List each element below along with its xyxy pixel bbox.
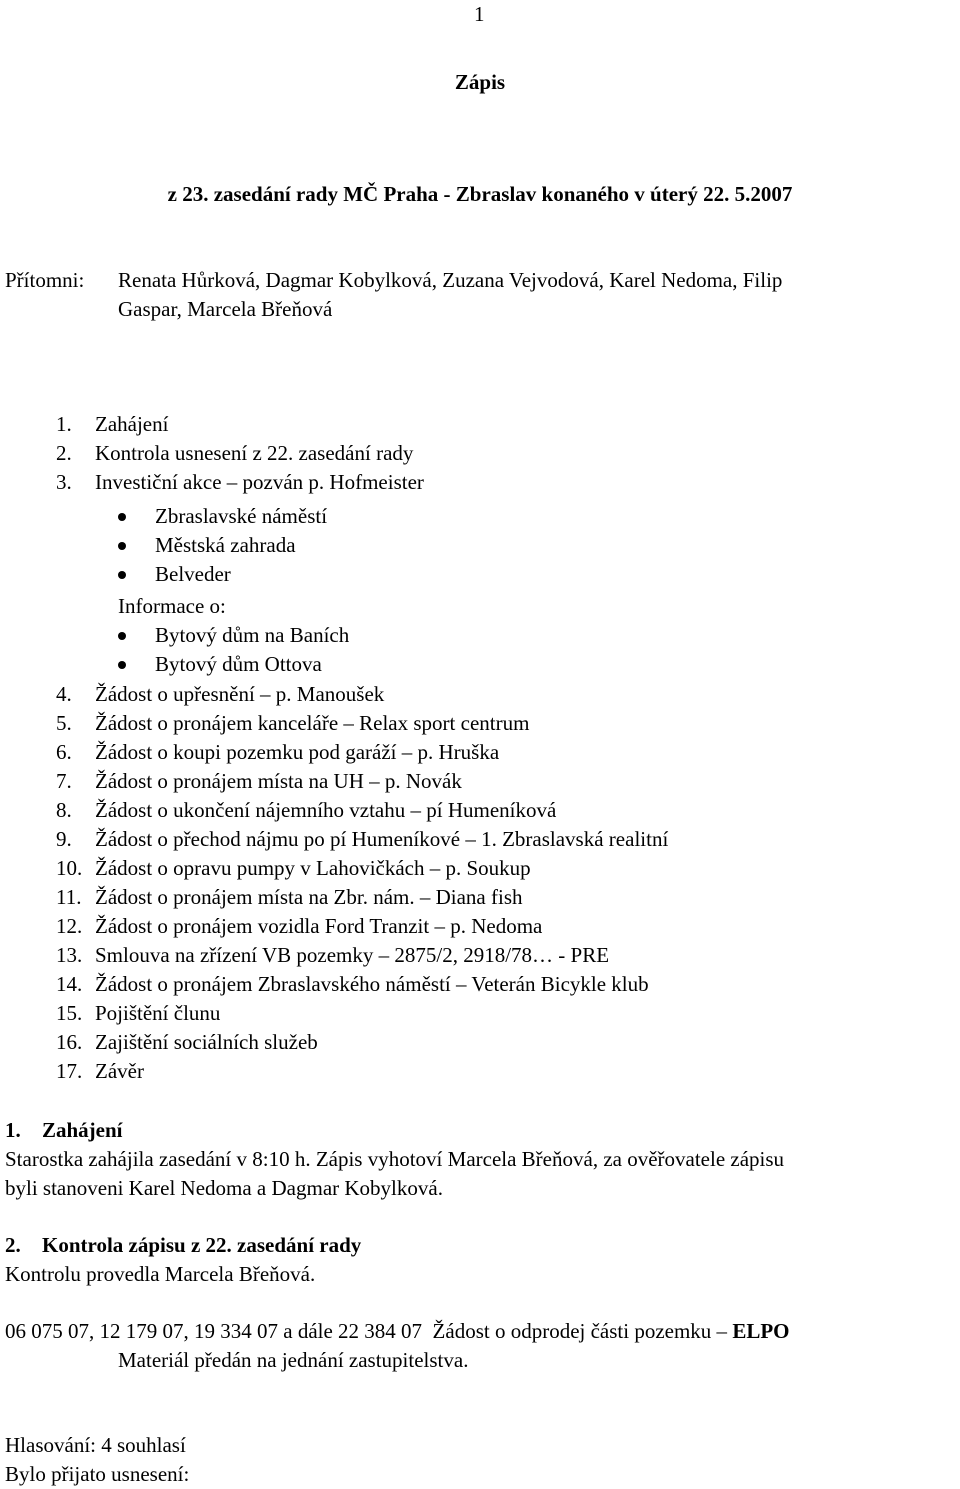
agenda-item [56,767,462,796]
investment-bullet: Zbraslavské náměstí [155,504,328,528]
elpo-item-line [5,1317,790,1346]
document-subtitle: z 23. zasedání rady MČ Praha - Zbraslav konaného v úterý 22. 5.2007 [167,182,793,206]
agenda-item-number: 4. [56,682,72,706]
agenda-item [56,709,529,738]
section-1-heading [5,1116,123,1145]
attendees-line-2: Gaspar, Marcela Břeňová [118,297,333,321]
elpo-request: Žádost o odprodej části pozemku – [432,1319,728,1343]
section-1-text-line-1: Starostka zahájila zasedání v 8:10 h. Zápis vyhotoví Marcela Břeňová, za ověřovatele zápisu [5,1147,785,1171]
agenda-item-number: 13. [56,943,83,967]
agenda-item-text: Žádost o pronájem kanceláře – Relax sport centrum [95,711,530,735]
agenda-item-text: Žádost o pronájem místa na UH – p. Novák [95,769,462,793]
document-title: Zápis [454,70,506,94]
agenda-item-text: Smlouva na zřízení VB pozemky – 2875/2, 2918/78… - PRE [95,943,610,967]
bullet-icon [118,632,126,640]
elpo-note: Materiál předán na jednání zastupitelstva. [118,1348,469,1372]
attendees-label: Přítomni: [5,268,85,292]
bullet-icon [118,571,126,579]
agenda-item [56,1028,318,1057]
investment-bullet: Městská zahrada [155,533,296,557]
section-2-heading [5,1231,361,1260]
section-2-title: Kontrola zápisu z 22. zasedání rady [42,1233,362,1257]
vote-result: Hlasování: 4 souhlasí [5,1433,186,1457]
agenda-item-text: Žádost o pronájem Zbraslavského náměstí – Veterán Bicykle klub [95,972,649,996]
agenda-item-number: 15. [56,1001,83,1025]
agenda-item-text: Zajištění sociálních služeb [95,1030,318,1054]
agenda-item [56,970,649,999]
agenda-item-number: 6. [56,740,72,764]
info-bullet: Bytový dům Ottova [155,652,322,676]
agenda-item-text: Žádost o opravu pumpy v Lahovičkách – p. Soukup [95,856,531,880]
agenda-item-text: Závěr [95,1059,144,1083]
agenda-item [56,825,668,854]
agenda-item [56,883,523,912]
agenda-item-number: 16. [56,1030,83,1054]
agenda-item-number: 11. [56,885,82,909]
agenda-item-number: 7. [56,769,72,793]
section-2-number: 2. [5,1233,21,1257]
section-1-number: 1. [5,1118,21,1142]
info-bullet: Bytový dům na Baních [155,623,350,647]
agenda-item-text: Pojištění člunu [95,1001,221,1025]
agenda-item [56,468,424,497]
agenda-item-number: 3. [56,470,72,494]
investment-bullet: Belveder [155,562,231,586]
agenda-item-text: Kontrola usnesení z 22. zasedání rady [95,441,414,465]
agenda-item [56,738,499,767]
agenda-item [56,941,609,970]
section-1-text-line-2: byli stanoveni Karel Nedoma a Dagmar Kobylková. [5,1176,443,1200]
bullet-icon [118,661,126,669]
agenda-item-number: 8. [56,798,72,822]
agenda-item-number: 9. [56,827,72,851]
page-number: 1 [474,2,485,26]
agenda-item-number: 1. [56,412,72,436]
agenda-item-number: 5. [56,711,72,735]
agenda-item [56,439,413,468]
attendees-line-1: Renata Hůrková, Dagmar Kobylková, Zuzana Vejvodová, Karel Nedoma, Filip [118,268,783,292]
agenda-item-number: 10. [56,856,83,880]
agenda-item-text: Žádost o pronájem vozidla Ford Tranzit – p. Nedoma [95,914,543,938]
agenda-item [56,999,220,1028]
info-label: Informace o: [118,594,226,618]
agenda-item-number: 14. [56,972,83,996]
section-1-title: Zahájení [42,1118,123,1142]
agenda-item-text: Žádost o koupi pozemku pod garáží – p. Hruška [95,740,500,764]
agenda-item-text: Investiční akce – pozván p. Hofmeister [95,470,424,494]
elpo-party: ELPO [732,1319,790,1343]
agenda-item [56,680,384,709]
agenda-item [56,854,531,883]
agenda-item-number: 2. [56,441,72,465]
agenda-item-text: Žádost o ukončení nájemního vztahu – pí Humeníková [95,798,557,822]
agenda-item-number: 17. [56,1059,83,1083]
agenda-item [56,912,542,941]
agenda-item-text: Žádost o pronájem místa na Zbr. nám. – Diana fish [95,885,523,909]
elpo-refs: 06 075 07, 12 179 07, 19 334 07 a dále 22 384 07 [5,1319,423,1343]
agenda-item [56,1057,144,1086]
bullet-icon [118,513,126,521]
agenda-item-text: Žádost o přechod nájmu po pí Humeníkové – 1. Zbraslavská realitní [95,827,669,851]
section-2-text: Kontrolu provedla Marcela Břeňová. [5,1262,316,1286]
agenda-item-number: 12. [56,914,83,938]
resolution-label: Bylo přijato usnesení: [5,1462,190,1486]
agenda-item-text: Žádost o upřesnění – p. Manoušek [95,682,385,706]
agenda-item [56,796,556,825]
bullet-icon [118,542,126,550]
agenda-item-text: Zahájení [95,412,169,436]
agenda-item [56,410,168,439]
